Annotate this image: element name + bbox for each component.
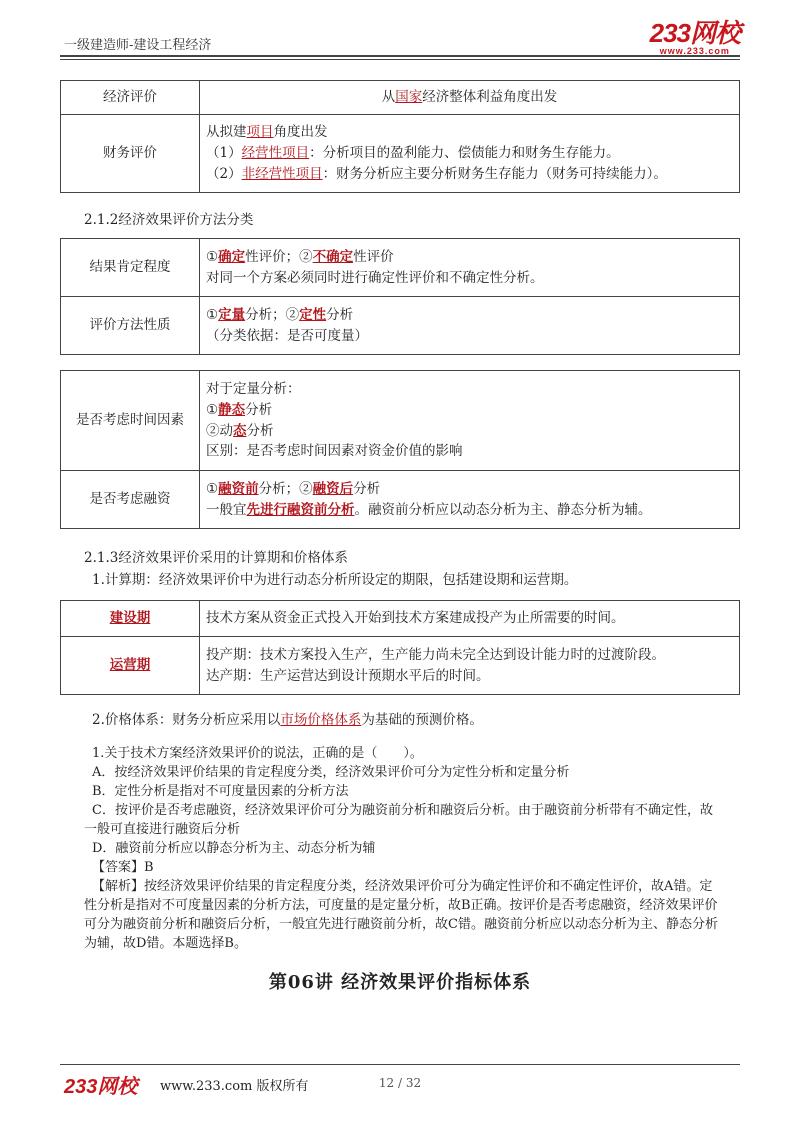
option-b: B．定性分析是指对不可度量因素的分析方法 — [92, 784, 349, 799]
text: 一般宜 — [206, 501, 247, 518]
text: 区别：是否考虑时间因素对资金价值的影响 — [206, 443, 463, 460]
text: 性评价 — [353, 248, 394, 265]
option-d: D．融资前分析应以静态分析为主、动态分析为辅 — [92, 841, 376, 856]
row-content — [200, 81, 740, 115]
footer-logo[interactable]: 233网校 — [64, 1076, 138, 1098]
text: （1） — [206, 145, 242, 162]
row-label: 经济评价 — [61, 81, 200, 115]
table-row — [61, 471, 740, 529]
highlight-term: 国家 — [395, 89, 423, 106]
text: 性评价；② — [245, 248, 313, 265]
highlight-term: 融资前 — [218, 480, 259, 497]
text: 分析；② — [245, 306, 300, 323]
text: ① — [206, 480, 219, 497]
text: 经济整体利益角度出发 — [422, 89, 558, 106]
time-financing-table — [60, 370, 740, 529]
text: 角度出发 — [273, 124, 328, 141]
highlight-term: 运营期 — [109, 657, 151, 674]
answer: 【答案】B — [92, 860, 154, 875]
row-content — [200, 637, 740, 695]
text: 达产期：生产运营达到设计预期水平后的时间。 — [206, 667, 490, 684]
header-rule-thin — [60, 59, 740, 60]
footer-rule — [60, 1064, 740, 1065]
text: 对同一个方案必须同时进行确定性评价和不确定性分析。 — [206, 269, 544, 286]
logo-url: www.233.com — [659, 46, 730, 56]
table-row — [61, 601, 740, 637]
page-number: 12 / 32 — [378, 1076, 422, 1090]
document-header-title: 一级建造师-建设工程经济 — [64, 38, 212, 53]
highlight-term: 市场价格体系 — [280, 712, 362, 728]
highlight-term: 定性 — [299, 306, 327, 323]
text: 分析；② — [258, 480, 313, 497]
text: 投产期：技术方案投入生产，生产能力尚未完全达到设计能力时的过渡阶段。 — [206, 646, 665, 663]
highlight-term: 态 — [233, 422, 247, 439]
lecture-title: 第06讲 经济效果评价指标体系 — [268, 972, 532, 993]
row-label — [61, 637, 200, 695]
text: （2） — [206, 165, 242, 182]
text: （分类依据：是否可度量） — [206, 327, 368, 344]
analysis: 【解析】按经济效果评价结果的肯定程度分类，经济效果评价可分为确定性评价和不确定性评价，故A错。定性分析是指对不可度量因素的分析方法，可度量的是定量分析，故B正确。按评价是否考虑融资，经济效果评价可分为融资前分析和融资后分析，一般宜先进行融资前分析，故C错。融资前分析应以动态分析为主、静态分析为辅，故D错。本题选择B。 — [84, 879, 718, 951]
option-a: A．按经济效果评价结果的肯定程度分类，经济效果评价可分为定性分析和定量分析 — [92, 765, 570, 780]
section-heading: 2.1.2经济效果评价方法分类 — [84, 212, 254, 228]
text: ②动 — [206, 422, 233, 439]
row-label: 评价方法性质 — [61, 297, 200, 355]
text: 从拟建 — [206, 124, 247, 141]
text: ：分析项目的盈利能力、偿债能力和财务生存能力。 — [309, 145, 620, 162]
table-row — [61, 115, 740, 193]
text: 分析 — [246, 422, 274, 439]
footer-copyright: www.233.com 版权所有 — [160, 1079, 309, 1094]
highlight-term: 建设期 — [109, 610, 151, 627]
row-content — [200, 297, 740, 355]
text: ① — [206, 401, 219, 418]
highlight-term: 不确定 — [312, 248, 354, 265]
row-content — [200, 471, 740, 529]
text: 从 — [381, 89, 396, 106]
table-row — [61, 371, 740, 471]
row-label: 财务评价 — [61, 115, 200, 193]
text: 分析 — [353, 480, 381, 497]
highlight-term: 确定 — [218, 248, 246, 265]
question-stem: 1.关于技术方案经济效果评价的说法，正确的是（ ）。 — [92, 746, 423, 761]
row-label: 是否考虑时间因素 — [61, 371, 200, 471]
row-label — [61, 601, 200, 637]
row-content: 技术方案从资金正式投入开始到技术方案建成投产为止所需要的时间。 — [200, 601, 740, 637]
evaluation-type-table — [60, 80, 740, 193]
option-c: C．按评价是否考虑融资，经济效果评价可分为融资前分析和融资后分析。由于融资前分析带有不确定性，故一般可直接进行融资后分析 — [84, 803, 713, 837]
text: 分析 — [245, 401, 273, 418]
brand-logo[interactable] — [650, 20, 740, 56]
text: 对于定量分析： — [206, 380, 301, 397]
text: ① — [206, 248, 219, 265]
text: 为基础的预测价格。 — [361, 712, 483, 728]
price-system-text — [92, 708, 483, 728]
row-label: 是否考虑融资 — [61, 471, 200, 529]
highlight-term: 项目 — [246, 124, 274, 141]
row-content — [200, 371, 740, 471]
highlight-term: 定量 — [218, 306, 246, 323]
table-row — [61, 297, 740, 355]
header-rule — [60, 55, 740, 57]
section-heading: 2.1.3经济效果评价采用的计算期和价格体系 — [84, 550, 348, 566]
table-row — [61, 81, 740, 115]
text: ① — [206, 306, 219, 323]
text: 2.价格体系：财务分析应采用以 — [92, 712, 281, 728]
highlight-term: 非经营性项目 — [241, 165, 323, 182]
highlight-term: 经营性项目 — [241, 145, 310, 162]
question-block — [84, 744, 724, 953]
text: 。融资前分析应以动态分析为主、静态分析为辅。 — [354, 501, 652, 518]
logo-text: 233网校 — [649, 18, 740, 48]
highlight-term: 静态 — [218, 401, 246, 418]
table-row — [61, 637, 740, 695]
method-classification-table — [60, 238, 740, 355]
table-row — [61, 239, 740, 297]
text: ：财务分析应主要分析财务生存能力（财务可持续能力）。 — [322, 165, 667, 182]
period-table — [60, 600, 740, 695]
row-content — [200, 115, 740, 193]
row-label: 结果肯定程度 — [61, 239, 200, 297]
text: 分析 — [326, 306, 354, 323]
row-content — [200, 239, 740, 297]
highlight-term: 融资后 — [312, 480, 354, 497]
calc-period-text: 1.计算期：经济效果评价中为进行动态分析所设定的期限，包括建设期和运营期。 — [92, 572, 578, 588]
highlight-term: 先进行融资前分析 — [246, 501, 355, 518]
